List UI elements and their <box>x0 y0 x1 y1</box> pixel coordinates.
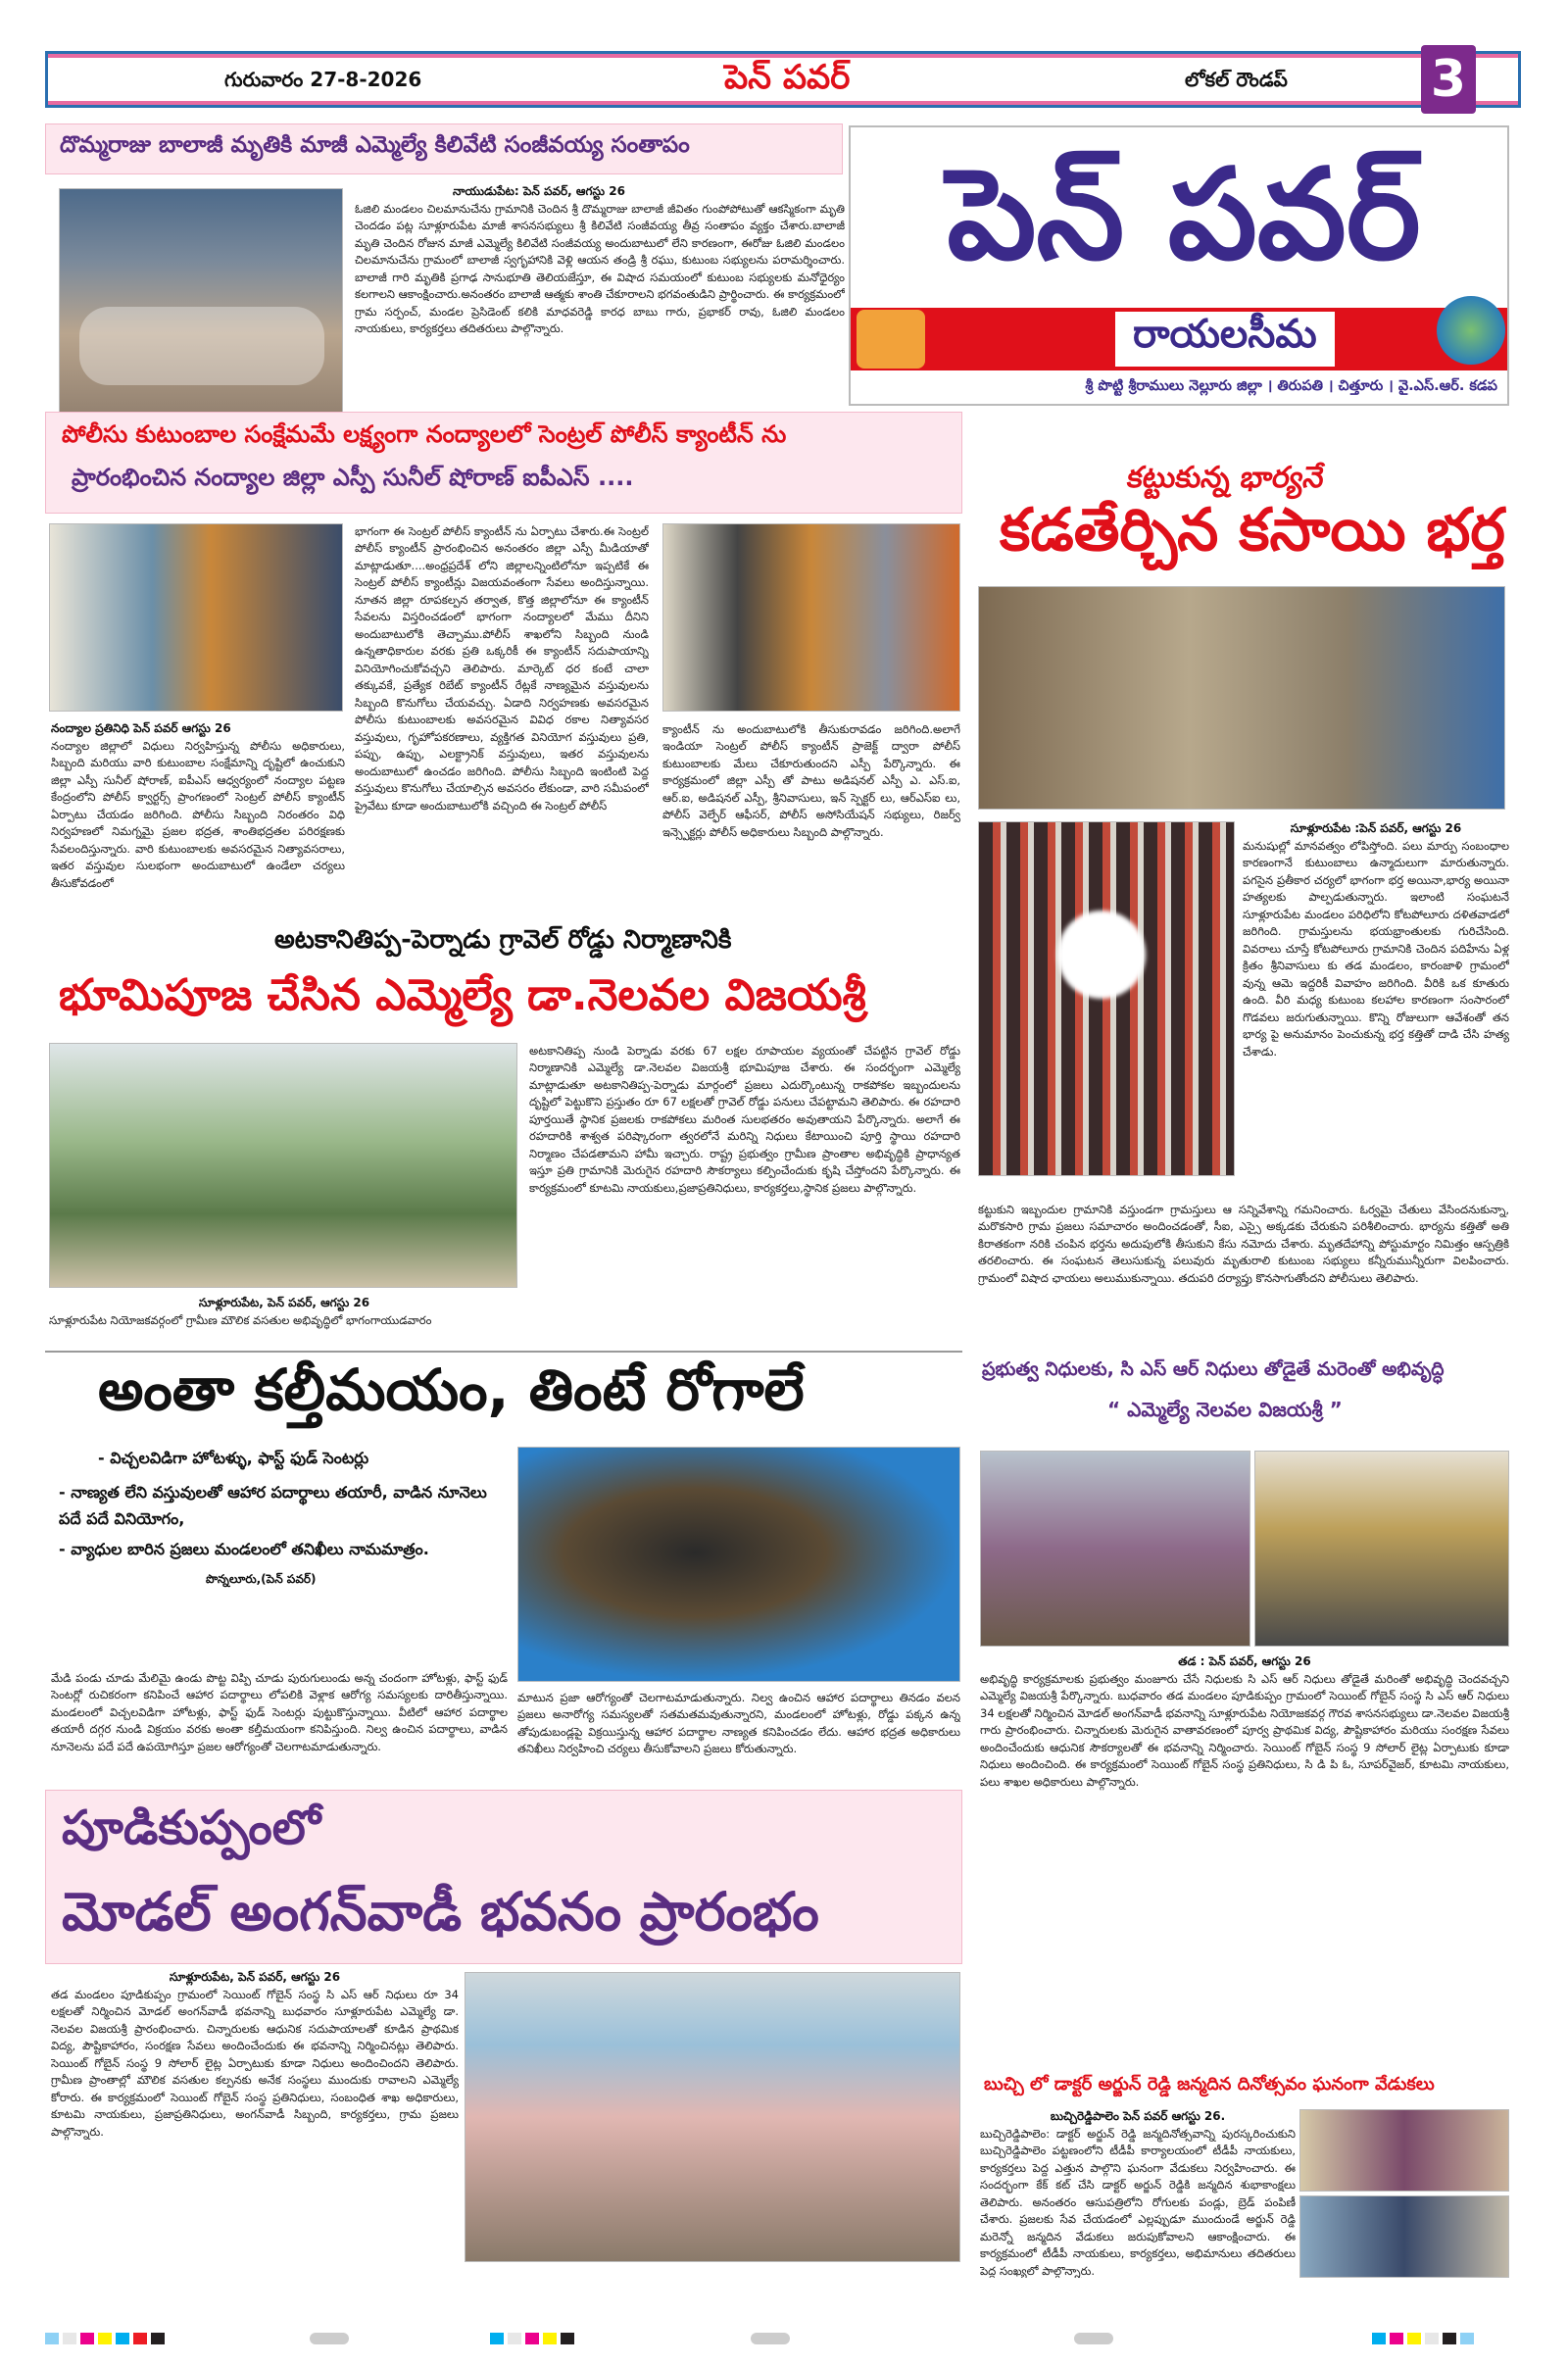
article6-body: తడ మండలం పూడికుప్పం గ్రామంలో సెయింట్ గోబైన్ సంస్థ సి ఎస్ ఆర్ నిధులు రూ 34 లక్షలతో నిర్మించిన మోడల్ అంగన్‌వాడీ భవనాన్ని బుధవారం సూళ్లూరుపేట ఎమ్మెల్యే డా. నెలవల విజయశ్రీ ప్రారంభించారు. చిన్నారులకు ఆధునిక సదుపాయాలతో కూడిన ప్రాథమిక విద్య, పౌష్టికాహారం, సంరక్షణ సేవలు అందించేందుకు ఈ భవనాన్ని నిర్మించినట్లు తెలిపారు. సెయింట్ గోబైన్ సంస్థ 9 సోలార్ లైట్ల ఏర్పాటుకు కూడా నిధులు అందించిందని తెలిపారు. గ్రామీణ ప్రాంతాల్లో మౌలిక వసతుల కల్పనకు అనేక సంస్థలు ముందుకు రావాలని ఎమ్మెల్యే కోరారు. ఈ కార్యక్రమంలో సెయింట్ గోబైన్ సంస్థ ప్రతినిధులు, సంబంధిత శాఖ అధికారులు, కూటమి నాయకులు, ప్రజాప్రతినిధులు, అంగన్‌వాడీ సిబ్బంది, కార్యకర్తలు, గ్రామ ప్రజలు పాల్గొన్నారు. <box>51 1988 459 2139</box>
article2-text-mid <box>355 523 649 896</box>
globe-emblem <box>1437 296 1505 365</box>
article6-headline-line1: పూడికుప్పంలో <box>62 1800 321 1855</box>
article4-lead: సూళ్లూరుపేట నియోజకవర్గంలో గ్రామీణ మౌలిక వసతుల అభివృద్ధిలో భాగంగాయుడవారం <box>49 1313 432 1327</box>
article5-bullet-1: - విచ్చలవిడిగా హోటళ్ళు, ఫాస్ట్ ఫుడ్ సెంటర్లు <box>98 1449 369 1467</box>
article8-body: బుచ్చిరెడ్డిపాలెం: డాక్టర్ అర్జున్ రెడ్డి జన్మదినోత్సవాన్ని పురస్కరించుకుని బుచ్చిరెడ్డిపాలెం పట్టణంలోని టీడీపీ కార్యాలయంలో టీడీపీ నాయకులు, కార్యకర్తలు పెద్ద ఎత్తున పాల్గొని ఘనంగా వేడుకలు నిర్వహించారు. ఈ సందర్భంగా కేక్ కట్ చేసి డాక్టర్ అర్జున్ రెడ్డికి జన్మదిన శుభాకాంక్షలు తెలిపారు. అనంతరం ఆసుపత్రిలోని రోగులకు పండ్లు, బ్రెడ్ పంపిణీ చేశారు. ప్రజలకు సేవ చేయడంలో ఎల్లప్పుడూ ముందుండే అర్జున్ రెడ్డి మరెన్నో జన్మదిన వేడుకలు జరుపుకోవాలని ఆకాంక్షించారు. ఈ కార్యక్రమంలో టీడీపీ నాయకులు, కార్యకర్తలు, అభిమానులు తదితరులు పెద్ద సంఖ్యలో పాల్గొన్నారు. <box>980 2127 1296 2278</box>
divider <box>45 1351 962 1353</box>
article3-kicker: కట్టుకున్న భార్యనే <box>1125 461 1327 495</box>
article8-text <box>980 2109 1296 2278</box>
article6-text <box>51 1970 459 2274</box>
article3-text-bottom <box>978 1202 1509 1349</box>
article7-body: అభివృద్ధి కార్యక్రమాలకు ప్రభుత్వం మంజూరు చేసే నిధులకు సి ఎస్ ఆర్ నిధులు తోడైతే మరింతో అభివృద్ధి చెందవచ్చని ఎమ్మెల్యే విజయశ్రీ పేర్కొన్నారు. బుధవారం తడ మండలం పూడికుప్పం గ్రామంలో సెయింట్ గోబైన్ సంస్థ సి ఎస్ ఆర్ నిధులు 34 లక్షలతో నిర్మించిన మోడల్ అంగన్‌వాడీ భవనాన్ని సూళ్లూరుపేట నియోజకవర్గ గౌరవ శాసనసభ్యులు డా.నెలవల విజయశ్రీ గారు ప్రారంభించారు. చిన్నారులకు మెరుగైన వాతావరణంలో పూర్వ ప్రాథమిక విద్య, పౌష్టికాహారం మరియు సంరక్షణ సేవలు అందించేందుకు ఆధునిక సౌకర్యాలతో ఈ భవనాన్ని నిర్మించారు. సెయింట్ గోబైన్ సంస్థ 9 సోలార్ లైట్ల ఏర్పాటుకు కూడా నిధులు అందించింది. ఈ కార్యక్రమంలో సెయింట్ గోబైన్ సంస్థ ప్రతినిధులు, సి డి పి ఓ, సూపర్‌వైజర్, కూటమి నాయకులు, పలు శాఖల అధికారులు పాల్గొన్నారు. <box>980 1672 1509 1789</box>
blur-circle <box>1057 911 1146 999</box>
registration-mark <box>751 2333 790 2344</box>
masthead-title: పెన్ పవర్ <box>947 142 1421 288</box>
article6-photo <box>465 1972 960 2262</box>
article8-photo-1 <box>1299 2109 1509 2192</box>
map-emblem <box>857 310 925 369</box>
article1-body: ఓజిలి మండలం చిలమానుచేను గ్రామానికి చెందిన శ్రీ దొమ్మరాజు బాలాజీ జీవితం గుంపోపోటుతో ఆకస్మికంగా మృతి చెందడం పట్ల సూళ్లూరుపేట మాజీ శాసనసభ్యులు శ్రీ కిలివేటి సంజీవయ్య తీవ్ర సంతాపం వ్యక్తం చేశారు.బాలాజీ మృతి చెందిన రోజున మాజీ ఎమ్మెల్యే కిలివేటి సంజీవయ్య అందుబాటులో లేని కారణంగా, ఈరోజు ఓజిలి మండలం చిలమానుచేను గ్రామంలో బాలాజీ స్వగృహానికి వెళ్లి ఆయన తండ్రి శ్రీ రఘు, కుటుంబ సభ్యులను పరామర్శించారు. బాలాజీ గారి మృతికి ప్రగాఢ సానుభూతి తెలియజేస్తూ, ఈ విషాద సమయంలో కుటుంబ సభ్యులకు మనోధైర్యం కలగాలని ఆకాంక్షించారు.అనంతరం బాలాజీ ఆత్మకు శాంతి చేకూరాలని భగవంతుడిని ప్రార్థించారు. ఈ కార్యక్రమంలో గ్రామ సర్పంచ్, మండల ప్రెసిడెంట్ కలికి మాధవరెడ్డి కారధ బాబు గారు, ప్రభాకర్ రావు, ఓజిలి మండలం నాయకులు, కార్యకర్తలు తదితరులు పాల్గొన్నారు. <box>355 202 845 336</box>
article3-dateline: సూళ్లూరుపేట :పెన్ పవర్, ఆగస్టు 26 <box>1290 821 1462 835</box>
print-color-bar-left <box>45 2333 165 2344</box>
print-color-bar-right <box>1372 2333 1474 2344</box>
header-paper-name: పెన్ పవర్ <box>724 58 851 97</box>
article3-body-bottom: కట్టుకుని ఇబ్బందుల గ్రామానికి వస్తుండగా గ్రామస్తులు ఆ సన్నివేశాన్ని గమనించారు. ఓర్వమై చేతులు వేసిందనుకున్నా, మరొకసారి గ్రామ ప్రజలు సమాచారం అందించడంతో, సీఐ, ఎస్సై అక్కడకు చేరుకుని పరిశీలించారు. భార్యను కత్తితో అతి కిరాతకంగా నరికి చంపిన భర్తను అదుపులోకి తీసుకుని కేసు నమోదు చేశారు. మృతదేహాన్ని పోస్టుమార్టం నిమిత్తం ఆస్పత్రికి తరలించారు. ఈ సంఘటన తెలుసుకున్న పలువురు మృతురాలి కుటుంబ సభ్యులు కన్నీరుమున్నీరుగా విలపించారు. గ్రామంలో విషాద ఛాయలు అలుముకున్నాయి. తదుపరి దర్యాప్తు కొనసాగుతోందని పోలీసులు తెలిపారు. <box>978 1203 1509 1285</box>
article7-subhead: “ ఎమ్మెల్యే నెలవల విజయశ్రీ ” <box>1107 1398 1343 1421</box>
article1-text <box>355 184 845 439</box>
registration-mark <box>310 2333 349 2344</box>
article6-headline-line2: మోడల్ అంగన్‌వాడీ భవనం ప్రారంభం <box>62 1881 819 1943</box>
article2-headline-line2: ప్రారంభించిన నంద్యాల జిల్లా ఎస్పీ సునీల్ షోరాణ్ ఐపీఎస్ .... <box>72 464 634 491</box>
article3-photo-bottom <box>978 821 1235 1176</box>
article2-dateline: నంద్యాల ప్రతినిధి పెన్ పవర్ ఆగస్టు 26 <box>51 721 231 735</box>
article2-headline-bar <box>45 412 962 514</box>
article2-body-right: క్యాంటీన్ ను అందుబాటులోకి తీసుకురావడం జరిగింది.అలాగే ఇండియా సెంట్రల్ పోలీస్ క్యాంటీన్ ప్రాజెక్ట్ ద్వారా పోలీస్ కుటుంబాలకు మేలు చేకూరుతుందని ఎస్పీ పేర్కొన్నారు. ఈ కార్యక్రమంలో జిల్లా ఎస్పీ తో పాటు అడిషనల్ ఎస్పీ ఎ. ఎస్.ఐ, ఆర్.ఐ, అడిషనల్ ఎస్పీ, శ్రీనివాసులు, ఇన్ స్పెక్టర్ లు, ఆర్ఎస్ఐ లు, పోలీస్ వెల్ఫేర్ ఆఫీసర్, పోలీస్ అసోసియేషన్ సభ్యులు, రిజర్వ్ ఇన్స్పెక్టర్లు పోలీస్ అధికారులు సిబ్బంది పాల్గొన్నారు. <box>662 722 960 839</box>
masthead-region-band <box>851 308 1507 370</box>
article1-photo <box>59 188 343 431</box>
page-number-box <box>1421 45 1476 114</box>
article2-text-left <box>51 721 345 896</box>
article7-photo-2 <box>1254 1451 1509 1647</box>
header-date: గురువారం 27-8-2026 <box>224 68 422 91</box>
article2-text-right <box>662 721 960 896</box>
article8-headline: బుచ్చి లో డాక్టర్ అర్జున్ రెడ్డి జన్మదిన దినోత్సవం ఘనంగా వేడుకలు <box>984 2074 1435 2095</box>
article5-bullet-2: - నాణ్యత లేని వస్తువులతో ఆహార పదార్థాలు తయారీ, వాడిన నూనెలు పదే పదే వినియోగం, <box>59 1483 487 1529</box>
article4-body: అటకానితిప్ప నుండి పెర్నాడు వరకు 67 లక్షల రూపాయల వ్యయంతో చేపట్టిన గ్రావెల్ రోడ్డు నిర్మాణానికి ఎమ్మెల్యే డా.నెలవల విజయశ్రీ భూమిపూజ చేశారు. ఈ సందర్భంగా ఎమ్మెల్యే మాట్లాడుతూ అటకానితిప్ప-పెర్నాడు మార్గంలో ప్రజలు ఎదుర్కొంటున్న రాకపోకల ఇబ్బందులను దృష్టిలో పెట్టుకొని ప్రస్తుతం రూ 67 లక్షలతో గ్రావెల్ రోడ్డు పనులు చేపట్టామని తెలిపారు. ఈ రహదారి పూర్తయితే స్థానిక ప్రజలకు రాకపోకలు మరింత సులభతరం అవుతాయని పేర్కొన్నారు. అలాగే ఈ రహదారికి శాశ్వత పరిష్కారంగా త్వరలోనే మరిన్ని నిధులు కేటాయించి పూర్తి స్థాయి రహదారి నిర్మాణం చేపడతామని హామీ ఇచ్చారు. రాష్ట్ర ప్రభుత్వం గ్రామీణ ప్రాంతాల అభివృద్ధికి ప్రాధాన్యత ఇస్తూ ప్రతి గ్రామానికి మెరుగైన రహదారి సౌకర్యాలు కల్పించేందుకు కృషి చేస్తోందని పేర్కొన్నారు. ఈ కార్యక్రమంలో కూటమి నాయకులు,ప్రజాప్రతినిధులు, కార్యకర్తలు,స్థానిక ప్రజలు పాల్గొన్నారు. <box>529 1044 960 1195</box>
header-section: లోకల్ రౌండప్ <box>1185 68 1288 91</box>
article3-text-top <box>1243 821 1509 1194</box>
article3-photo-top <box>978 586 1505 810</box>
article5-text-right <box>517 1690 960 1778</box>
article4-kicker: అటకానితిప్ప-పెర్నాడు గ్రావెల్ రోడ్డు నిర్మాణానికి <box>274 925 732 955</box>
print-color-bar-mid <box>490 2333 574 2344</box>
article2-headline-line1: పోలీసు కుటుంబాల సంక్షేమమే లక్ష్యంగా నంద్యాలలో సెంట్రల్ పోలీస్ క్యాంటీన్ ను <box>62 420 787 448</box>
registration-mark <box>1074 2333 1113 2344</box>
article4-text <box>529 1043 960 1341</box>
article8-dateline: బుచ్చిరెడ్డిపాలెం పెన్ పవర్ ఆగస్టు 26. <box>1050 2109 1226 2123</box>
article1-headline-bar <box>45 123 843 174</box>
article5-bullets <box>59 1449 500 1589</box>
article6-headline-bar <box>45 1790 962 1964</box>
article1-dateline: నాయుడుపేట: పెన్ పవర్, ఆగస్టు 26 <box>453 184 625 198</box>
article5-body-left: మేడి పండు చూడు మేలిమై ఉండు పొట్ట విప్పి చూడు పురుగులుండు అన్న చందంగా హోటళ్లు, ఫాస్ట్ ఫుడ్ సెంటర్లో రుచికరంగా కనిపించే ఆహార పదార్థాలు లోపలికి వెళ్లాక ఆరోగ్య సమస్యలకు దారితీస్తున్నాయి. మండలంలో విచ్చలవిడిగా హోటళ్లు, ఫాస్ట్ ఫుడ్ సెంటర్లు పుట్టుకొస్తున్నాయి. వీటిలో ఆహార పదార్థాల తయారీ దగ్గర నుండి విక్రయం వరకు అంతా కల్తీమయంగా కనిపిస్తుంది. నిల్వ ఉంచిన పదార్థాలు, వాడిన నూనెలను పదే పదే ఉపయోగిస్తూ ప్రజల ఆరోగ్యంతో చెలగాటమాడుతున్నారు. <box>51 1671 508 1753</box>
article4-dateline: సూళ్లూరుపేట, పెన్ పవర్, ఆగస్టు 26 <box>198 1296 370 1309</box>
masthead <box>849 125 1509 406</box>
article1-headline: దొమ్మరాజు బాలాజీ మృతికి మాజీ ఎమ్మెల్యే కిలివేటి సంజీవయ్య సంతాపం <box>60 132 690 158</box>
article5-body-right: మాటున ప్రజా ఆరోగ్యంతో చెలగాటమాడుతున్నారు. నిల్వ ఉంచిన ఆహార పదార్థాలు తినడం వలన ప్రజలు అనారోగ్య సమస్యలతో సతమతమవుతున్నారని, మండలంలో హోటళ్లు, రోడ్డు పక్కన ఉన్న తోపుడుబండ్లపై విక్రయిస్తున్న ఆహార పదార్థాల నాణ్యత కనిపించడం లేదు. ఆహార భద్రత అధికారులు తనిఖీలు నిర్వహించి చర్యలు తీసుకోవాలని ప్రజలు కోరుతున్నారు. <box>517 1691 960 1756</box>
article2-body-left: నంద్యాల జిల్లాలో విధులు నిర్వహిస్తున్న పోలీసు అధికారులు, సిబ్బంది మరియు వారి కుటుంబాల సంక్షేమాన్ని దృష్టిలో ఉంచుకుని జిల్లా ఎస్పీ సునీల్ షోరాణ్, ఐపీఎస్ ఆధ్వర్యంలో నంద్యాల పట్టణ కేంద్రంలోని పోలీస్ క్వార్టర్స్ ప్రాంగణంలో సెంట్రల్ పోలీస్ క్యాంటీన్ ఏర్పాటు చేయడం జరిగింది. పోలీసు సిబ్బంది నిరంతరం విధి నిర్వహణలో నిమగ్నమై ప్రజల భద్రత, శాంతిభద్రతల పరిరక్షణకు సేవలందిస్తున్నారు. వారి కుటుంబాలకు అవసరమైన నిత్యావసరాలు, ఇతర వస్తువుల సులభంగా అందుబాటులో ఉండేలా చర్యలు తీసుకోవడంలో <box>51 739 345 890</box>
article5-text-left <box>51 1670 508 1776</box>
page-header <box>45 51 1521 108</box>
article6-dateline: సూళ్లూరుపేట, పెన్ పవర్, ఆగస్టు 26 <box>169 1970 341 1984</box>
article5-bullet-3: - వ్యాధుల బారిన ప్రజలు మండలంలో తనిఖీలు నామమాత్రం. <box>59 1540 429 1559</box>
article5-dateline: పొన్నలూరు,(పెన్ పవర్) <box>206 1572 317 1587</box>
page-number: 3 <box>1430 50 1467 109</box>
article2-body-mid: భాగంగా ఈ సెంట్రల్ పోలీస్ క్యాంటీన్ ను ఏర్పాటు చేశారు.ఈ సెంట్రల్ పోలీస్ క్యాంటీన్ ప్రారంభించిన అనంతరం జిల్లా ఎస్పీ మీడియాతో మాట్లాడుతూ....అంధ్రప్రదేశ్ లోని జిల్లాలన్నింటిలోనూ ఇప్పటికే ఈ సెంట్రల్ పోలీస్ క్యాంటీన్లు విజయవంతంగా సేవలు అందిస్తున్నాయి. నూతన జిల్లా రూపకల్పన తర్వాత, కొత్త జిల్లాలోనూ ఈ క్యాంటీన్ సేవలను విస్తరించడంలో భాగంగా నంద్యాలలో మేము దీనిని అందుబాటులోకి తెచ్చాము.పోలీస్ శాఖలోని సిబ్బంది నుండి ఉన్నతాధికారుల వరకు ప్రతి ఒక్కరికీ ఈ క్యాంటీన్ సదుపాయాన్ని వినియోగించుకోవచ్చని తెలిపారు. మార్కెట్ ధర కంటే చాలా తక్కువకే, ప్రత్యేక రిబేట్ క్యాంటీన్ రేట్లకే నాణ్యమైన వస్తువులను సిబ్బంది కొనుగోలు చేయవచ్చు. ఏడాది నిర్వహణకు అవసరమైన పోలీసు కుటుంబాలకు అవసరమైన వివిధ రకాల నిత్యావసర వస్తువులు, గృహోపకరణాలు, వ్యక్తిగత వినియోగ వస్తువులు ప్రతి, పప్పు, ఉప్పు, ఎలక్ట్రానిక్ వస్తువులు, ఇతర వస్తువులను అందుబాటులో ఉంచడం జరిగింది. పోలీసు సిబ్బంది ఇంటింటి పెద్ద వస్తువులు కొనుగోలు చేయాల్సిన అవసరం లేకుండా, వారి సమీపంలో ప్రైవేటు కూడా అందుబాటులోకి వచ్చింది ఈ సెంట్రల్ పోలీస్ <box>355 524 649 813</box>
article7-photo-1 <box>980 1451 1250 1647</box>
article4-caption <box>49 1296 519 1341</box>
article3-headline: కడతేర్చిన కసాయి భర్త <box>1000 496 1505 565</box>
article7-dateline: తడ : పెన్ పవర్, ఆగస్టు 26 <box>1178 1654 1311 1668</box>
article4-headline: భూమిపూజ చేసిన ఎమ్మెల్యే డా.నెలవల విజయశ్రీ <box>59 970 866 1020</box>
article3-body-top: మనుషుల్లో మానవత్వం లోపిస్తోంది. పలు మార్పు సంబంధాల కారణంగానే కుటుంబాలు ఉన్మాదులుగా మారుతున్నారు. పగసైన ప్రతీకార చర్యలో భాగంగా భర్త అయినా,భార్య అయినా హత్యలకు పాల్పడుతున్నారు. ఇలాంటి సంఘటనే సూళ్లూరుపేట మండలం పరిధిలోని కోటపోలూరు దళితవాడలో జరిగింది. గ్రామస్తులను భయభ్రాంతులకు గురిచేసింది. వివరాలు చూస్తే కోటపోలూరు గ్రామానికి చెందిన పదిహేను ఏళ్ల క్రితం శ్రీనివాసులు కు తడ మండలం, కారంజాళి గ్రామంలో వున్న ఆమె ఇద్దరికీ వివాహం జరిగింది. వీరికి ఒక కూతురు ఉంది. వీరి మధ్య కుటుంబ కలహాల కారణంగా సంసారంలో గొడవలు జరుగుతున్నాయి. కొన్ని రోజులుగా ఆవేశంతో తన భార్య పై అనుమానం పెంచుకున్న భర్త కత్తితో దాడి చేసి హత్య చేశాడు. <box>1243 839 1509 1059</box>
article4-photo <box>49 1043 517 1288</box>
article8-photo-2 <box>1299 2195 1509 2278</box>
article7-text <box>980 1654 1509 2066</box>
article2-photo-right <box>662 523 960 712</box>
article5-headline: అంతా కల్తీమయం, తింటే రోగాలే <box>98 1356 805 1423</box>
article5-photo <box>517 1447 960 1682</box>
masthead-region: రాయలసీమ <box>1115 312 1335 367</box>
article2-photo-left <box>49 523 343 712</box>
masthead-districts: శ్రీ పొట్టి శ్రీరాములు నెల్లూరు జిల్లా । తిరుపతి । చిత్తూరు । వై.ఎస్.ఆర్. కడప <box>1085 378 1497 394</box>
article7-headline: ప్రభుత్వ నిధులకు, సి ఎస్ ఆర్ నిధులు తోడైతే మరెంతో అభివృద్ధి <box>982 1358 1445 1380</box>
